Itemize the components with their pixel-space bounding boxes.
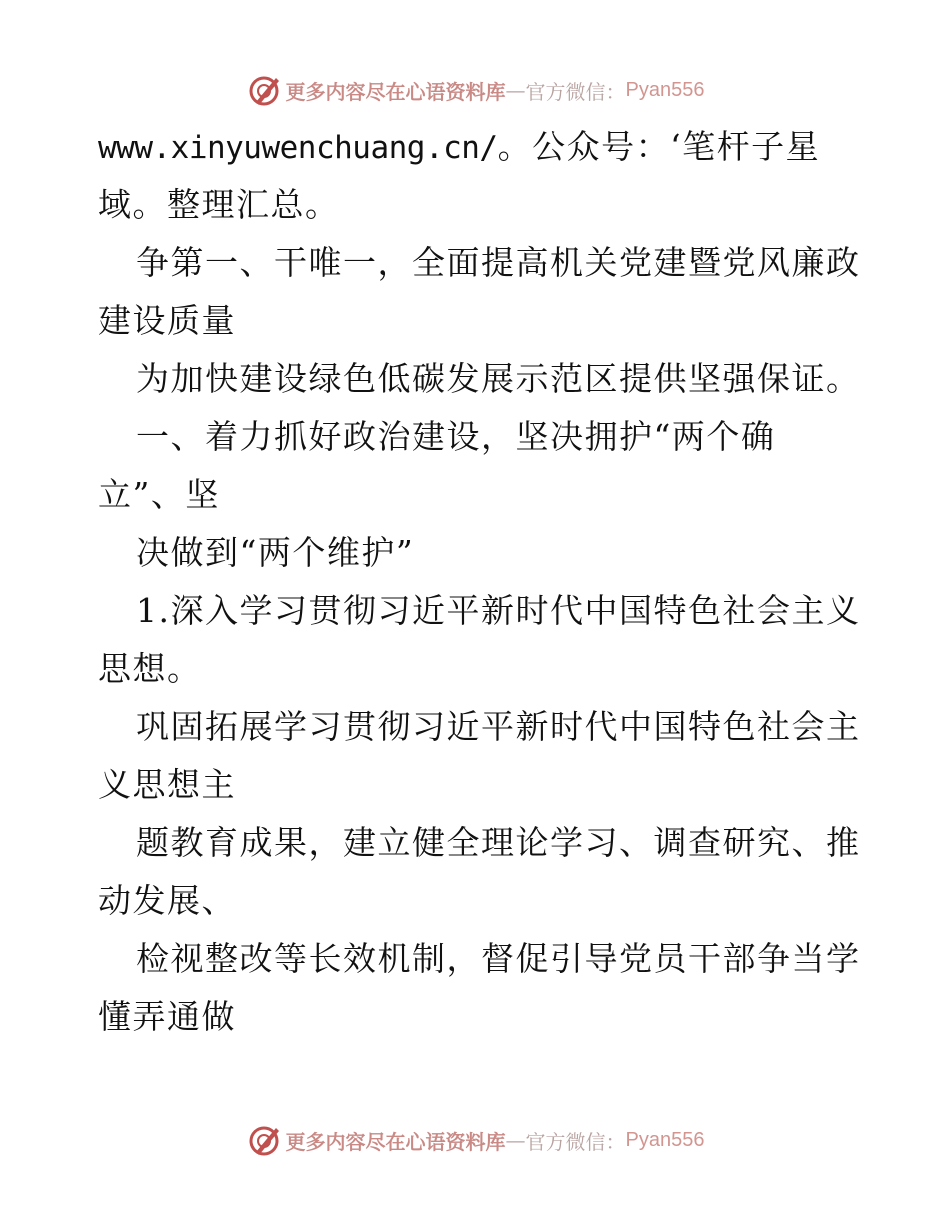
- paragraph-line-2: 义思想主: [98, 765, 236, 804]
- heading-1-cont-2: 决做到“两个维护”: [136, 533, 415, 572]
- banner-wechat-id: Pyan556: [625, 78, 705, 101]
- heading-1-cont: 立”、坚: [98, 475, 220, 514]
- text-line-2: 域。整理汇总。: [98, 185, 340, 224]
- paragraph-line-3: 题教育成果，建立健全理论学习、调查研究、推: [136, 823, 861, 862]
- banner-dash: —: [505, 1128, 526, 1152]
- item-1-cont: 思想。: [98, 649, 202, 688]
- website-url: www.xinyuwenchuang.cn/: [98, 130, 498, 166]
- banner-dash: —: [505, 78, 526, 102]
- section-title: 争第一、干唯一，全面提高机关党建暨党风廉政: [136, 243, 861, 282]
- paragraph-line-5: 检视整改等长效机制，督促引导党员干部争当学: [136, 939, 861, 978]
- banner-main-text: 更多内容尽在心语资料库: [285, 79, 506, 104]
- paragraph-line-6: 懂弄通做: [98, 997, 236, 1036]
- section-title-cont: 建设质量: [98, 301, 236, 340]
- banner-wechat-id: Pyan556: [625, 1128, 705, 1151]
- heading-1: 一、着力抓好政治建设，坚决拥护“两个确: [136, 417, 776, 456]
- banner-sub-text: 官方微信：: [525, 1129, 626, 1154]
- header-banner: [0, 70, 950, 110]
- document-body: [98, 118, 861, 1046]
- item-1: 1.深入学习贯彻习近平新时代中国特色社会主义: [136, 591, 861, 630]
- pen-logo-icon: [246, 1122, 282, 1158]
- banner-sub-text: 官方微信：: [525, 79, 626, 104]
- text-line-1: www.xinyuwenchuang.cn/。公众号：‘笔杆子星: [98, 127, 821, 166]
- text-line-5: 为加快建设绿色低碳发展示范区提供坚强保证。: [136, 359, 861, 398]
- banner-main-text: 更多内容尽在心语资料库: [285, 1129, 506, 1154]
- pen-logo-icon: [246, 72, 282, 108]
- paragraph-line-4: 动发展、: [98, 881, 236, 920]
- footer-banner: [0, 1120, 950, 1160]
- paragraph-line-1: 巩固拓展学习贯彻习近平新时代中国特色社会主: [136, 707, 861, 746]
